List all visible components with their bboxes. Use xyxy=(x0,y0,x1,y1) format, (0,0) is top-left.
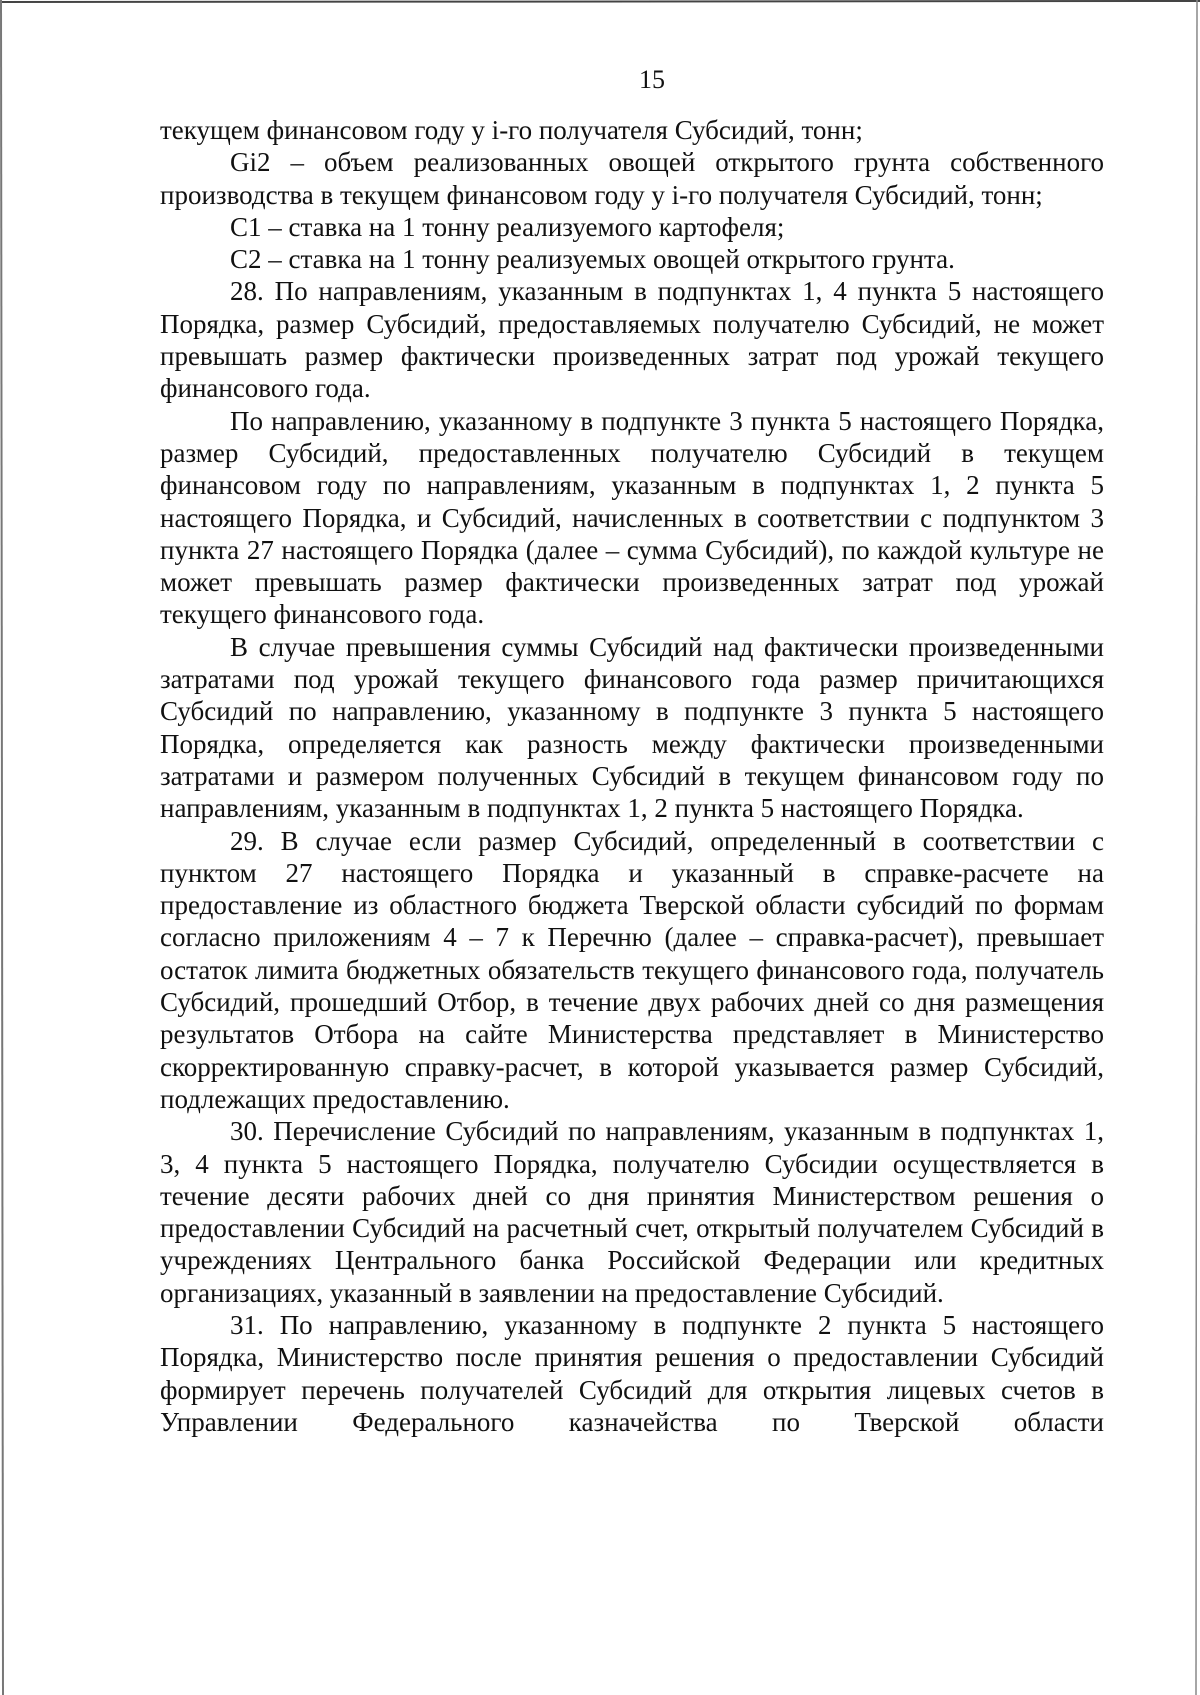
paragraph-6: В случае превышения суммы Субсидий над фактически произведенными затратами под урожай текущего финансового года размер причитающихся Субсидий по направлению, указанному в подпункте 3 пункта 5 настоящего Порядка, определяется как разность между фактически произведенными затратами и размером полученных Субсидий в текущем финансовом году по направлениям, указанным в подпунктах 1, 2 пункта 5 настоящего Порядка. xyxy=(160,631,1104,824)
paragraph-9: 31. По направлению, указанному в подпункте 2 пункта 5 настоящего Порядка, Министерство после принятия решения о предоставлении Субсидий формирует перечень получателей Субсидий для открытия лицевых счетов в Управлении Федерального казначейства по Тверской области xyxy=(160,1309,1104,1437)
paragraph-5: По направлению, указанному в подпункте 3 пункта 5 настоящего Порядка, размер Субсидий, предоставленных получателю Субсидий в текущем финансовом году по направлениям, указанным в подпунктах 1, 2 пункта 5 настоящего Порядка, и Субсидий, начисленных в соответствии с подпунктом 3 пункта 27 настоящего Порядка (далее – сумма Субсидий), по каждой культуре не может превышать размер фактически произведенных затрат под урожай текущего финансового года. xyxy=(160,405,1104,630)
paragraph-7: 29. В случае если размер Субсидий, определенный в соответствии с пунктом 27 настоящего Порядка и указанный в справке-расчете на предоставление из областного бюджета Тверской области субсидий по формам согласно приложениям 4 – 7 к Перечню (далее – справка-расчет), превышает остаток лимита бюджетных обязательств текущего финансового года, получатель Субсидий, прошедший Отбор, в течение двух рабочих дней со дня размещения результатов Отбора на сайте Министерства представляет в Министерство скорректированную справку-расчет, в которой указывается размер Субсидий, подлежащих предоставлению. xyxy=(160,825,1104,1114)
page-number: 15 xyxy=(639,65,665,94)
paragraph-4: 28. По направлениям, указанным в подпунктах 1, 4 пункта 5 настоящего Порядка, размер Субсидий, предоставляемых получателю Субсидий, не может превышать размер фактически произведенных затрат под урожай текущего финансового года. xyxy=(160,276,1104,404)
paragraph-8: 30. Перечисление Субсидий по направлениям, указанным в подпунктах 1, 3, 4 пункта 5 настоящего Порядка, получателю Субсидии осуществляется в течение десяти рабочих дней со дня принятия Министерством решения о предоставлении Субсидий на расчетный счет, открытый получателем Субсидий в учреждениях Центрального банка Российской Федерации или кредитных организациях, указанный в заявлении на предоставление Субсидий. xyxy=(160,1116,1104,1308)
document-page xyxy=(160,64,1104,1438)
paragraph-3: C2 – ставка на 1 тонну реализуемых овощей открытого грунта. xyxy=(230,244,955,275)
paragraph-1: Gi2 – объем реализованных овощей открытого грунта собственного производства в текущем финансовом году у i-го получателя Субсидий, тонн; xyxy=(160,147,1104,210)
paragraph-2: C1 – ставка на 1 тонну реализуемого картофеля; xyxy=(230,211,785,242)
paragraph-0: текущем финансовом году у i-го получателя Субсидий, тонн; xyxy=(160,115,863,145)
